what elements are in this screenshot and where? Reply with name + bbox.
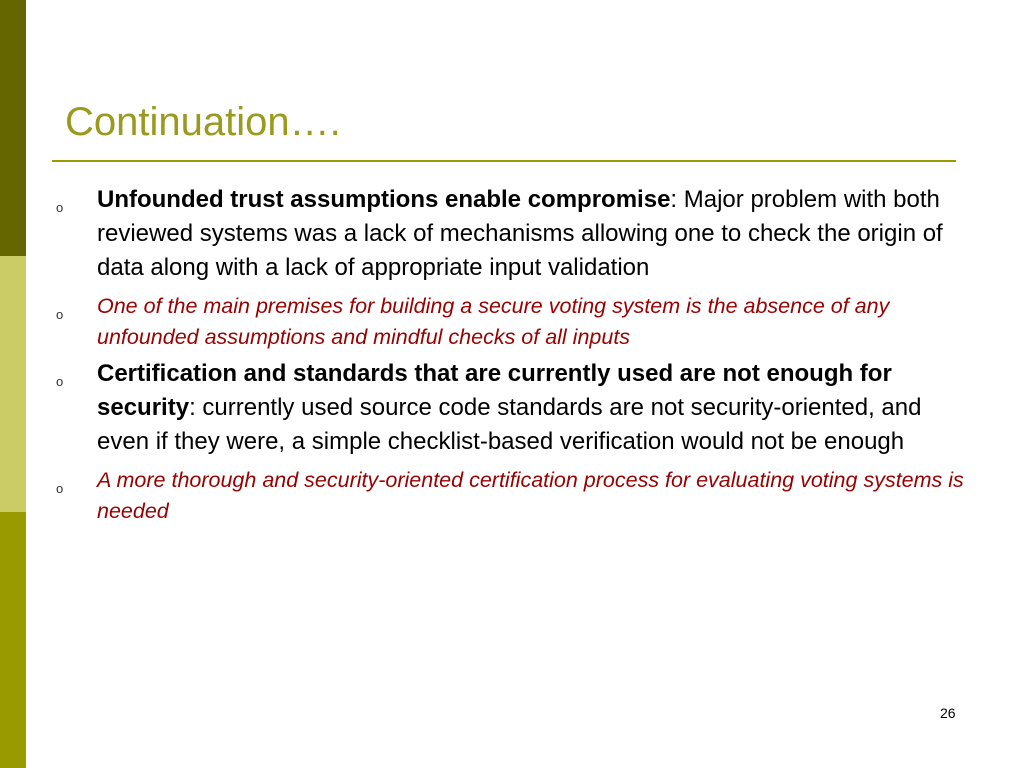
bullet-item [56,465,976,527]
bullet-list [56,183,976,531]
side-bar-top [0,0,26,256]
bullet-heading: Certification and standards that are currently used are not enough for security [97,360,892,421]
bullet-item [56,183,976,285]
side-bar-middle [0,256,26,512]
bullet-marker: o [56,481,64,496]
bullet-marker: o [56,200,64,215]
page-number: 26 [940,705,956,721]
bullet-marker: o [56,307,64,322]
bullet-item [56,357,976,459]
bullet-text: : currently used source code standards are not security-oriented, and even if they were, a simple checklist-based verification would not be enough [97,394,922,455]
slide-title: Continuation…. [65,100,341,144]
bullet-item [56,291,976,353]
title-divider [52,160,956,162]
side-bar-bottom [0,512,26,768]
bullet-text: One of the main premises for building a secure voting system is the absence of any unfounded assumptions and mindful checks of all inputs [97,294,890,349]
bullet-heading: Unfounded trust assumptions enable compromise [97,186,671,213]
bullet-text: A more thorough and security-oriented certification process for evaluating voting systems is needed [97,468,964,523]
bullet-text: : Major problem with both reviewed systems was a lack of mechanisms allowing one to check the origin of data along with a lack of appropriate input validation [97,186,943,281]
bullet-marker: o [56,374,64,389]
